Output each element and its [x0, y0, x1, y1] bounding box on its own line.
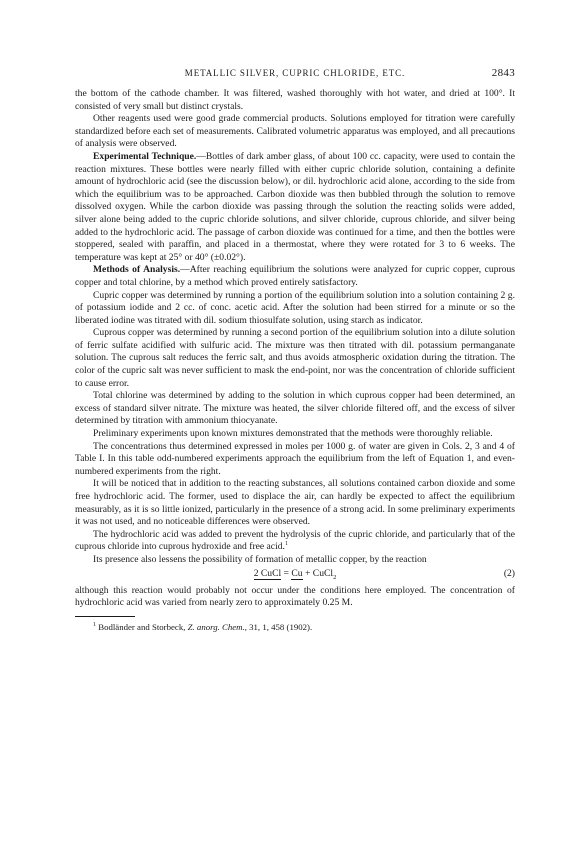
paragraph — [75, 264, 515, 289]
paragraph: although this reaction would probably not occur under the conditions here employed. The concentration of hydrochloric acid was varied from nearly zero to approximately 0.25 M. — [75, 584, 515, 609]
paragraph: Cuprous copper was determined by running a second portion of the equilibrium solution into a dilute solution of ferric sulfate acidified with sulfuric acid. The mixture was then titrated with dil. potassium permanganate solution. The cuprous salt reduces the ferric salt, and thus avoids atmospheric oxidation during the titration. The color of the cupric salt was never sufficient to mask the end-point, nor was the concentration of chloride sufficient to cause error. — [75, 327, 515, 389]
equation-body — [75, 568, 515, 581]
paragraph: It will be noticed that in addition to the reacting substances, all solutions contained carbon dioxide and some free hydrochloric acid. The former, used to displace the air, can hardly be expected to affect the equilibrium measurably, as it is so little ionized, particularly in the presence of a strong acid. In some preliminary experiments it was not used, and no noticeable differences were observed. — [75, 478, 515, 528]
equation-subscript: 2 — [333, 573, 337, 581]
footnote-authors: Bodländer and Storbeck, — [96, 621, 188, 632]
equation-2 — [75, 568, 515, 584]
paragraph-text: The hydrochloric acid was added to prevent the hydrolysis of the cupric chloride, and particularly that of the cuprous chloride into cuprous hydroxide and free acid. — [75, 528, 515, 553]
footnote-ref: 1 — [284, 541, 288, 548]
footnote-rule — [75, 616, 135, 617]
running-title: METALLIC SILVER, CUPRIC CHLORIDE, ETC. — [184, 68, 406, 78]
paragraph: Total chlorine was determined by adding to the solution in which cuprous copper had been determined, an excess of standard silver nitrate. The mixture was heated, the silver chloride filtered off, and the excess of silver determined by titration with ammonium thiocyanate. — [75, 390, 515, 427]
equation-copper: Cu — [291, 567, 303, 579]
equation-equals: = — [281, 567, 292, 579]
paragraph: The concentrations thus determined expressed in moles per 1000 g. of water are given in Cols. 2, 3 and 4 of Table I. In this table odd-numbered experiments approach the equilibrium from the left of Equation 1, and even-numbered experiments from the right. — [75, 440, 515, 477]
paragraph — [75, 529, 515, 554]
page-number: 2843 — [491, 67, 515, 79]
section-heading: Experimental Technique. — [93, 150, 197, 162]
paragraph: Cupric copper was determined by running a portion of the equilibrium solution into a solution containing 2 g. of potassium iodide and 2 cc. of conc. acetic acid. After the solution had been stirred for a minute or so the liberated iodine was titrated with dil. sodium thiosulfate solution, using starch as indicator. — [75, 289, 515, 326]
footnote-journal: Z. anorg. Chem. — [187, 621, 245, 632]
paragraph: Its presence also lessens the possibility of formation of metallic copper, by the reaction — [93, 553, 427, 565]
paragraph: Preliminary experiments upon known mixtures demonstrated that the methods were thoroughly reliable. — [93, 428, 493, 440]
equation-plus: + — [302, 567, 313, 579]
footnote-citation: , 31, 1, 458 (1902). — [244, 621, 313, 632]
paragraph — [75, 151, 515, 264]
paragraph: Other reagents used were good grade commercial products. Solutions employed for titration were carefully standardized before each set of measurements. Calibrated volumetric apparatus was employed, and all precautions of analysis were observed. — [75, 113, 515, 150]
paragraph: the bottom of the cathode chamber. It was filtered, washed thoroughly with hot water, and dried at 100°. It consisted of very small but distinct crystals. — [75, 88, 515, 112]
equation-lhs: 2 CuCl — [253, 567, 282, 579]
equation-number: (2) — [503, 567, 515, 579]
section-heading: Methods of Analysis. — [93, 264, 181, 276]
footnote — [75, 621, 515, 634]
running-header — [75, 68, 515, 82]
equation-cupric-chloride: CuCl — [312, 567, 334, 579]
body-text — [75, 88, 515, 633]
footnote-mark: 1 — [93, 621, 96, 628]
paragraph-text: —After reaching equilibrium the solutions were analyzed for cupric copper, cuprous copper and total chlorine, by a method which proved entirely satisfactory. — [75, 264, 515, 288]
paragraph-text: —Bottles of dark amber glass, of about 100 cc. capacity, were used to contain the reaction mixtures. These bottles were nearly filled with either cupric chloride solution, containing a definite amount of hydrochloric acid (see the discussion below), or dil. hydrochloric acid alone, according to the side from which the equilibrium was to be approached. Carbon dioxide was then bubbled through the solution to remove dissolved oxygen. While the carbon dioxide was passing through the solution the reacting solids were added, silver alone being added to the cupric chloride solutions, and silver chloride, cuprous chloride, and silver being added to the hydrochloric acid. The passage of carbon dioxide was continued for a time, and then the bottles were stoppered, sealed with paraffin, and placed in a thermostat, where they were rotated for 3 to 6 weeks. The temperature was kept at 25° or 40° (±0.02°). — [75, 150, 515, 263]
